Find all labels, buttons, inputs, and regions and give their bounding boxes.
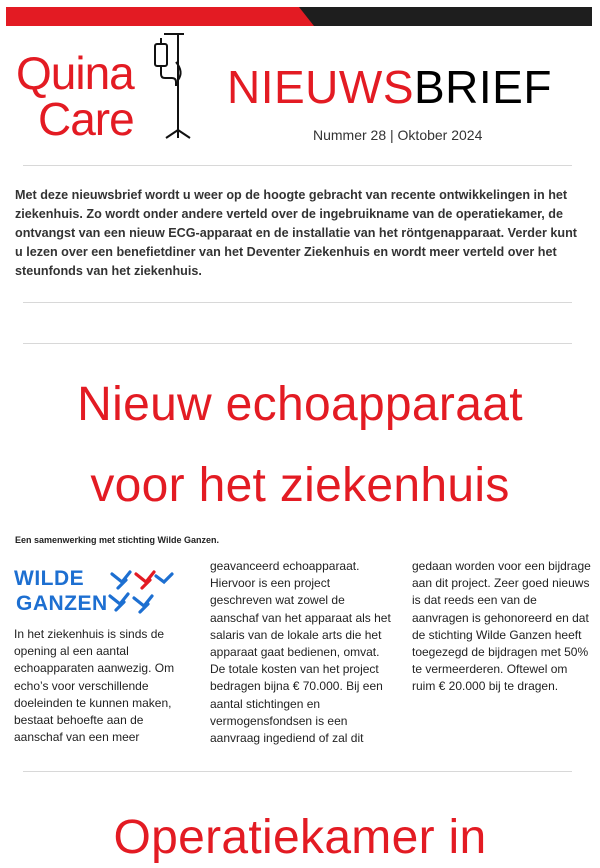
article1-subheading: Een samenwerking met stichting Wilde Ganzen.: [15, 535, 219, 545]
logo-line1: Quina: [16, 47, 134, 99]
wilde-ganzen-logo: [14, 566, 174, 620]
article1-column3: gedaan worden voor een bijdrage aan dit project. Zeer goed nieuws is dat reeds een van de aanvragen is gehonoreerd en dat de stichting Wilde Ganzen heeft toegezegd de bijdragen met 50% te vermeerderen. Oftewel om ruim € 20.000 bij te dragen.: [412, 559, 591, 694]
divider: [23, 302, 572, 303]
divider: [23, 343, 572, 344]
article1-column2: geavanceerd echoapparaat. Hiervoor is een project geschreven wat zowel de aanschaf van het apparaat als het salaris van de lokale arts die het apparaat gaat bedienen, omvat. De totale kosten van het project bedragen bijna € 70.000. Bij een aantal stichtingen en vermogensfondsen is een aanvraag ingediend of zal dit: [210, 559, 391, 746]
divider: [23, 165, 572, 166]
article1-column1: In het ziekenhuis is sinds de opening al een aantal echoapparaten aanwezig. Om echo’s voor verschillende doeleinden te kunnen maken, bestaat behoefte aan de aanschaf van een meer: [14, 627, 175, 745]
intro-paragraph: Met deze nieuwsbrief wordt u weer op de hoogte gebracht van recente ontwikkelingen in het ziekenhuis. Zo wordt onder andere verteld over de ingebruikname van de operatiekamer, de ontvangst van een nieuw ECG-apparaat en de installatie van het röntgenapparaat. Verder kunt u lezen over een benefietdiner van het Deventer Ziekenhuis en wordt meer verteld over het steunfonds van het ziekenhuis.: [15, 188, 577, 278]
geese-icon: [106, 566, 176, 618]
wilde-ganzen-line1: WILDE: [14, 567, 85, 590]
article1-headline-line2: voor het ziekenhuis: [90, 459, 510, 512]
logo-line2: Care: [38, 93, 134, 145]
iv-drip-stand-icon: [154, 32, 196, 140]
top-banner-bar: [6, 7, 592, 26]
divider: [23, 771, 572, 772]
title-part1: NIEUWS: [227, 61, 414, 113]
wilde-ganzen-line2: GANZEN: [16, 592, 108, 615]
quina-care-logo: [16, 32, 196, 145]
title-part2: BRIEF: [414, 61, 552, 113]
article1-headline-line1: Nieuw echoapparaat: [77, 378, 523, 431]
article2-headline-line1: Operatiekamer in: [113, 811, 487, 864]
newsletter-title: [227, 62, 552, 112]
issue-info: Nummer 28 | Oktober 2024: [313, 127, 483, 143]
